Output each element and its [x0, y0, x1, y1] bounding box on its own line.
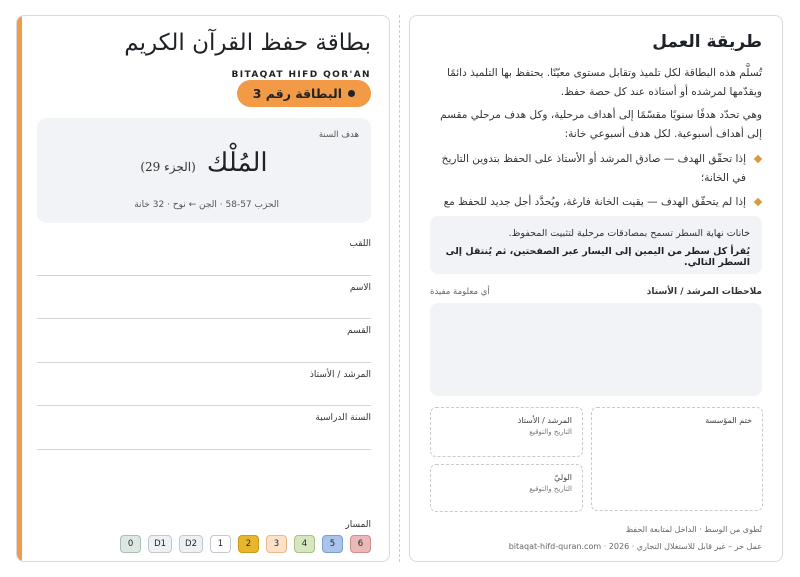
bullet-not-achieved: إذا لم يتحقّق الهدف — يقيت الخانة فارغة، ويُحدَّد أجل جديد للحفظ مع	[428, 193, 762, 231]
card-latin-title: BITAQAT HIFD QOR'AN	[231, 70, 371, 80]
goal-surah: المُلْك	[206, 148, 268, 178]
goal-label: هدف السنة	[318, 130, 359, 140]
fold-line	[399, 15, 400, 562]
track-step: 6	[350, 535, 371, 553]
teacher-sig-sub: التاريخ والتوقيع	[529, 428, 572, 436]
info-text-bold: يُقرأ كل سطر من اليمين إلى اليسار عبر الصفحتين، ثم يُنتقل إلى السطر التالي.	[445, 246, 750, 268]
guardian-sig-title: الوليّ	[554, 473, 572, 482]
field-school-year[interactable]	[37, 406, 371, 450]
goal-detail: الحزب 57-58 · الجن ← نوح · 32 خانة	[134, 200, 279, 210]
stamp-title: ختم المؤسسة	[705, 416, 752, 425]
stamp-box[interactable]	[591, 407, 763, 511]
track-step: 4	[294, 535, 315, 553]
field-name[interactable]	[37, 276, 371, 320]
notes-hint: أي معلومة مفيدة	[430, 287, 490, 297]
field-label: السنة الدراسية	[315, 413, 371, 423]
instructions-para-2: وهي تحدّد هدفًا سنويًا مقسّمًا إلى أهداف مرحلية، وكل هدف مرحلي مقسم إلى أهداف أسبوعية. لكل هدف أسبوعي خانة:	[440, 109, 762, 140]
track-step: D1	[148, 535, 172, 553]
field-label: المرشد / الأستاذ	[309, 369, 371, 380]
info-text: خانات نهاية السطر تسمح بمصادقات مرحلية لتثبيت المحفوظ.	[508, 228, 750, 239]
bullet-achieved: إذا تحقّق الهدف — صادق المرشد أو الأستاذ على الحفظ بتدوين التاريخ في الخانة؛	[428, 150, 762, 188]
instructions-panel	[409, 15, 783, 562]
guardian-signature-box[interactable]	[430, 464, 583, 512]
notes-title: ملاحظات المرشد / الأستاذ	[646, 287, 762, 297]
track-steps	[120, 535, 371, 553]
track-step: 0	[120, 535, 141, 553]
notes-header	[430, 287, 762, 297]
teacher-signature-box[interactable]	[430, 407, 583, 457]
field-class[interactable]	[37, 319, 371, 363]
instructions-para-1: تُسلَّم هذه البطاقة لكل تلميذ وتقابل مستوى معيّنًا. يحتفظ بها التلميذ دائمًا ويقدّمها لمرشده أو أستاذه عند كل حصة حفظ.	[446, 67, 762, 98]
badge-label: البطاقة رقم 3	[252, 86, 342, 101]
goal-juz: (الجزء 29)	[140, 160, 196, 174]
notes-box[interactable]	[430, 303, 762, 396]
year-goal-box	[37, 118, 371, 223]
field-label: القسم	[347, 326, 371, 336]
track-step: 2	[238, 535, 259, 553]
field-teacher[interactable]	[37, 363, 371, 407]
track-step: 1	[210, 535, 231, 553]
track-step: 3	[266, 535, 287, 553]
guardian-sig-sub: التاريخ والتوقيع	[529, 485, 572, 493]
accent-bar	[17, 16, 22, 561]
goal-main	[37, 148, 371, 178]
instructions-title: طريقة العمل	[652, 32, 762, 52]
teacher-sig-title: المرشد / الأستاذ	[517, 416, 572, 425]
dot-icon	[348, 90, 355, 97]
track-label: المسار	[345, 520, 371, 530]
reading-info-box	[430, 216, 762, 274]
student-fields	[37, 232, 371, 450]
field-label: اللقب	[349, 239, 371, 249]
card-title: بطاقة حفظ القرآن الكريم	[124, 30, 371, 56]
track-step: D2	[179, 535, 203, 553]
field-surname[interactable]	[37, 232, 371, 276]
footer-fold-note: تُطوى من الوسط · الداخل لمتابعة الحفظ	[625, 525, 762, 534]
card-number-badge	[237, 80, 371, 107]
field-label: الاسم	[349, 282, 371, 293]
footer-license: عمل حر – غير قابل للاستغلال التجاري · 2026 · bitaqat-hifd-quran.com	[508, 542, 762, 551]
card-front-panel	[16, 15, 390, 562]
track-step: 5	[322, 535, 343, 553]
